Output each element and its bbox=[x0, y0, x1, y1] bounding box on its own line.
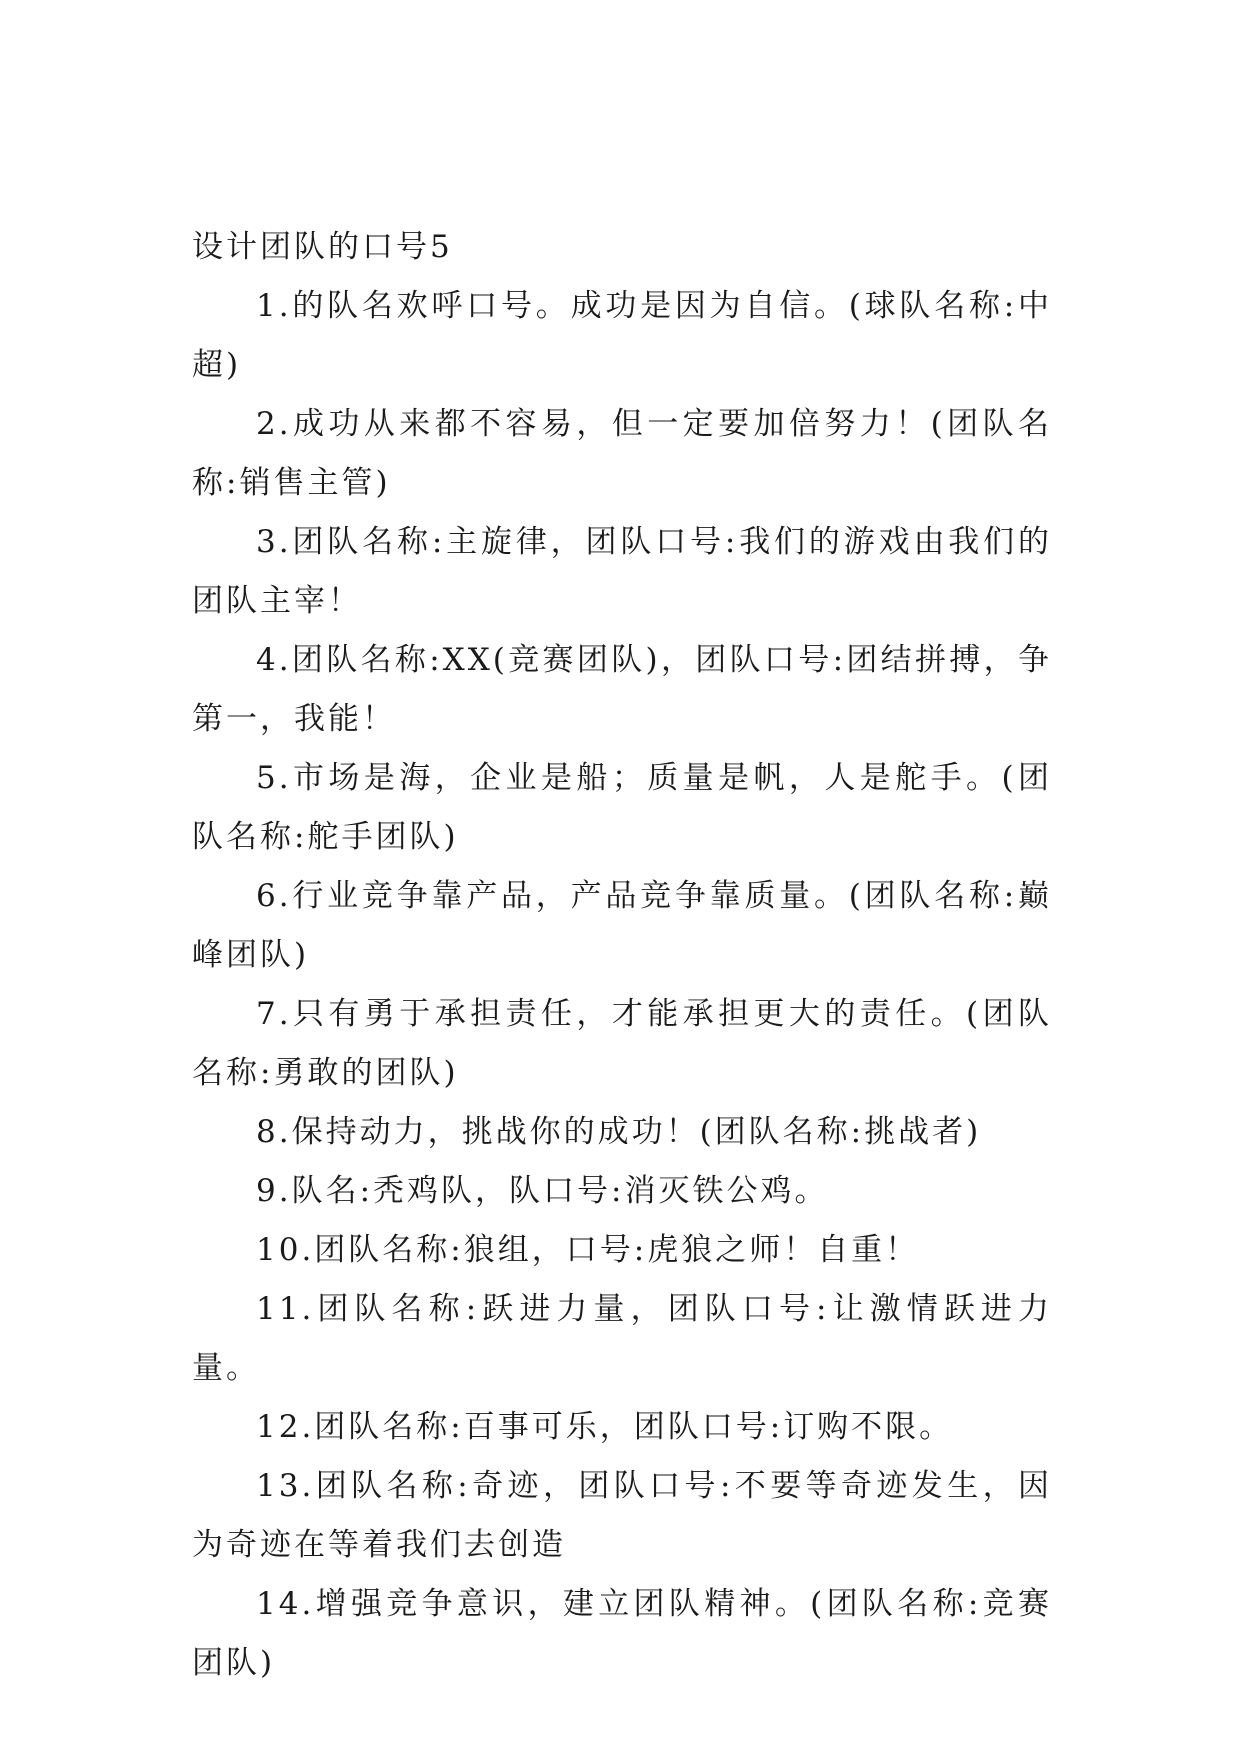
slogan-item-14: 14.增强竞争意识，建立团队精神。(团队名称:竞赛团队) bbox=[192, 1586, 1052, 1681]
slogan-item-3: 3.团队名称:主旋律，团队口号:我们的游戏由我们的团队主宰！ bbox=[192, 524, 1052, 619]
slogan-item-2: 2.成功从来都不容易，但一定要加倍努力！(团队名称:销售主管) bbox=[192, 406, 1052, 501]
slogan-item-1: 1.的队名欢呼口号。成功是因为自信。(球队名称:中超) bbox=[192, 288, 1052, 383]
slogan-item-4: 4.团队名称:XX(竞赛团队)，团队口号:团结拼搏，争第一，我能！ bbox=[192, 642, 1052, 737]
slogan-item-5: 5.市场是海，企业是船；质量是帆，人是舵手。(团队名称:舵手团队) bbox=[192, 760, 1052, 855]
slogan-item-7: 7.只有勇于承担责任，才能承担更大的责任。(团队名称:勇敢的团队) bbox=[192, 996, 1052, 1091]
slogan-item-11: 11.团队名称:跃进力量，团队口号:让激情跃进力量。 bbox=[192, 1291, 1052, 1386]
document-page bbox=[192, 218, 1052, 1693]
slogan-item-10: 10.团队名称:狼组，口号:虎狼之师！自重！ bbox=[256, 1232, 920, 1268]
slogan-item-6: 6.行业竞争靠产品，产品竞争靠质量。(团队名称:巅峰团队) bbox=[192, 878, 1052, 973]
slogan-item-8: 8.保持动力，挑战你的成功！(团队名称:挑战者) bbox=[256, 1114, 982, 1150]
slogan-item-12: 12.团队名称:百事可乐，团队口号:订购不限。 bbox=[256, 1409, 954, 1445]
document-title: 设计团队的口号5 bbox=[192, 229, 453, 265]
slogan-item-9: 9.队名:秃鸡队，队口号:消灭铁公鸡。 bbox=[256, 1173, 829, 1209]
slogan-item-13: 13.团队名称:奇迹，团队口号:不要等奇迹发生，因为奇迹在等着我们去创造 bbox=[192, 1468, 1052, 1563]
